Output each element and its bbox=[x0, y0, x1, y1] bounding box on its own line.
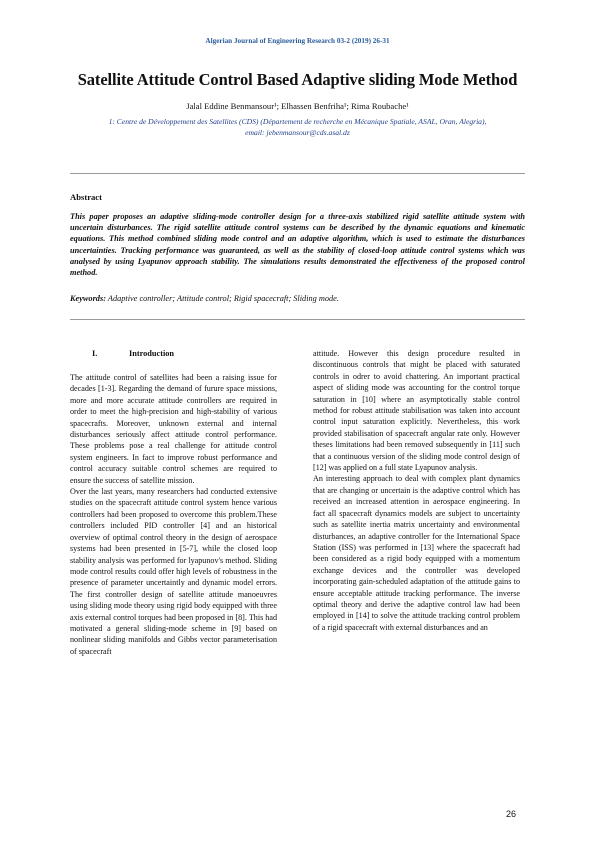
top-divider bbox=[70, 173, 525, 174]
affiliation: 1: Centre de Développement des Satellites (CDS) (Département de recherche en Mécanique Spatiale, ASAL, Oran, Alegria), bbox=[108, 117, 487, 126]
keywords-label: Keywords: bbox=[70, 294, 106, 303]
paragraph: attitude. However this design procedure resulted in discontinuous controls that might be placed with saturated controls in odrer to avoid chattering. An important practical aspect of sliding mode was accounting for the control torque saturation in [10] where an asymptotically stable control method for robust attitude stabilisation was taken into account control input saturation explicitly. Nevertheless, this work provided stabilisation of spacecraft angular rate only. However theses limitations had been removed subsequently in [11] such that a continuous version of the sliding mode control design of [12] was applied on a full state Lyapunov analysis. bbox=[313, 349, 520, 473]
journal-header: Algerian Journal of Engineering Research 03-2 (2019) 26-31 bbox=[205, 37, 390, 45]
keywords-line bbox=[70, 294, 525, 303]
keywords-list: Adaptive controller; Attitude control; Rigid spacecraft; Sliding mode. bbox=[105, 294, 339, 303]
section-title: Introduction bbox=[129, 349, 175, 358]
abstract-divider bbox=[70, 319, 525, 320]
abstract-body: This paper proposes an adaptive sliding-mode controller design for a three-axis stabilized rigid satellite attitude system with uncertain disturbances. The rigid satellite attitude control systems can be described by the dynamic equations and kinematic equations. This method combined sliding mode control and an adaptive algorithm, which is used to estimate the disturbances uncertainties. Tracking performance was guaranteed, as well as the stability of closed-loop attitude control systems which was analysed by using Lyapunov approach stability. The simulations results demonstrated the effectiveness of the proposed control method. bbox=[70, 212, 525, 278]
abstract-heading: Abstract bbox=[70, 192, 102, 202]
author-list: Jalal Eddine Benmansour¹; Elhassen Benfriha¹; Rima Roubache¹ bbox=[186, 101, 409, 111]
affiliation-block bbox=[60, 116, 535, 138]
paragraph: Over the last years, many researchers had conducted extensive studies on the spacecraft attitude control system hence various controllers had been proposed to overcome this problem.These controllers included PID controller [4] and an historical overview of optimal control theory in the design of aerospace systems had been presented in [5-7], while the closed loop stability analysis was performed for lyapunov's method. Sliding mode control results could offer high levels of robustness in the presence of parameter uncertaintly and dynamic model errors. The first controller design of satellite attitude manoeuvres using sliding mode theory using rigid body equipped with three axis external control torques had been proposed in [8]. This had motivated a general sliding-mode scheme in [9] based on nonlinear sliding manifolds and Gibbs vector parameterisation of spacecraft bbox=[70, 487, 277, 656]
paper-title: Satellite Attitude Control Based Adaptive sliding Mode Method bbox=[77, 70, 518, 89]
paragraph: An interesting approach to deal with complex plant dynamics that are changing or uncertain is the adaptive control which has received an increased attention in aerospace engineering. In fact all spacecraft dynamics models are subject to uncertainty such as satellite inertia matrix uncertainty and environmental disturbances, an adaptive controller for the International Space Station (ISS) was performed in [13] where the spacecraft had been considered as a rigid body equipped with a momentum exchange devices and the controller was developed incorporating gain-scheduled adaptation of the attitude gains to ensure acceptable attitude tracking performance. The inverse optimal theory and derive the adaptive control law had been employed in [14] to solve the attitude tracking control problem of a rigid spacecraft with external disturbances and an bbox=[313, 474, 520, 632]
page-number: 26 bbox=[506, 809, 517, 819]
right-column bbox=[313, 348, 520, 633]
author-email: email: jebenmansour@cds.asal.dz bbox=[245, 128, 350, 137]
paragraph: The attitude control of satellites had been a raising issue for decades [1-3]. Regarding the demand of furure space missions, more and more accurate attitude controllers are required in order to meet the high-precision and high-stability of various spacecrafts. Moreover, unknown external and internal disturbances seriously affect attitude control performance. These problems pose a real challenge for attitude control system engineers. In fact to improve robust performance and control accuracy suitable control schemes are required to ensure the success of satellite mission. bbox=[70, 373, 277, 485]
section-number: I. bbox=[92, 349, 98, 358]
left-column bbox=[70, 372, 277, 657]
